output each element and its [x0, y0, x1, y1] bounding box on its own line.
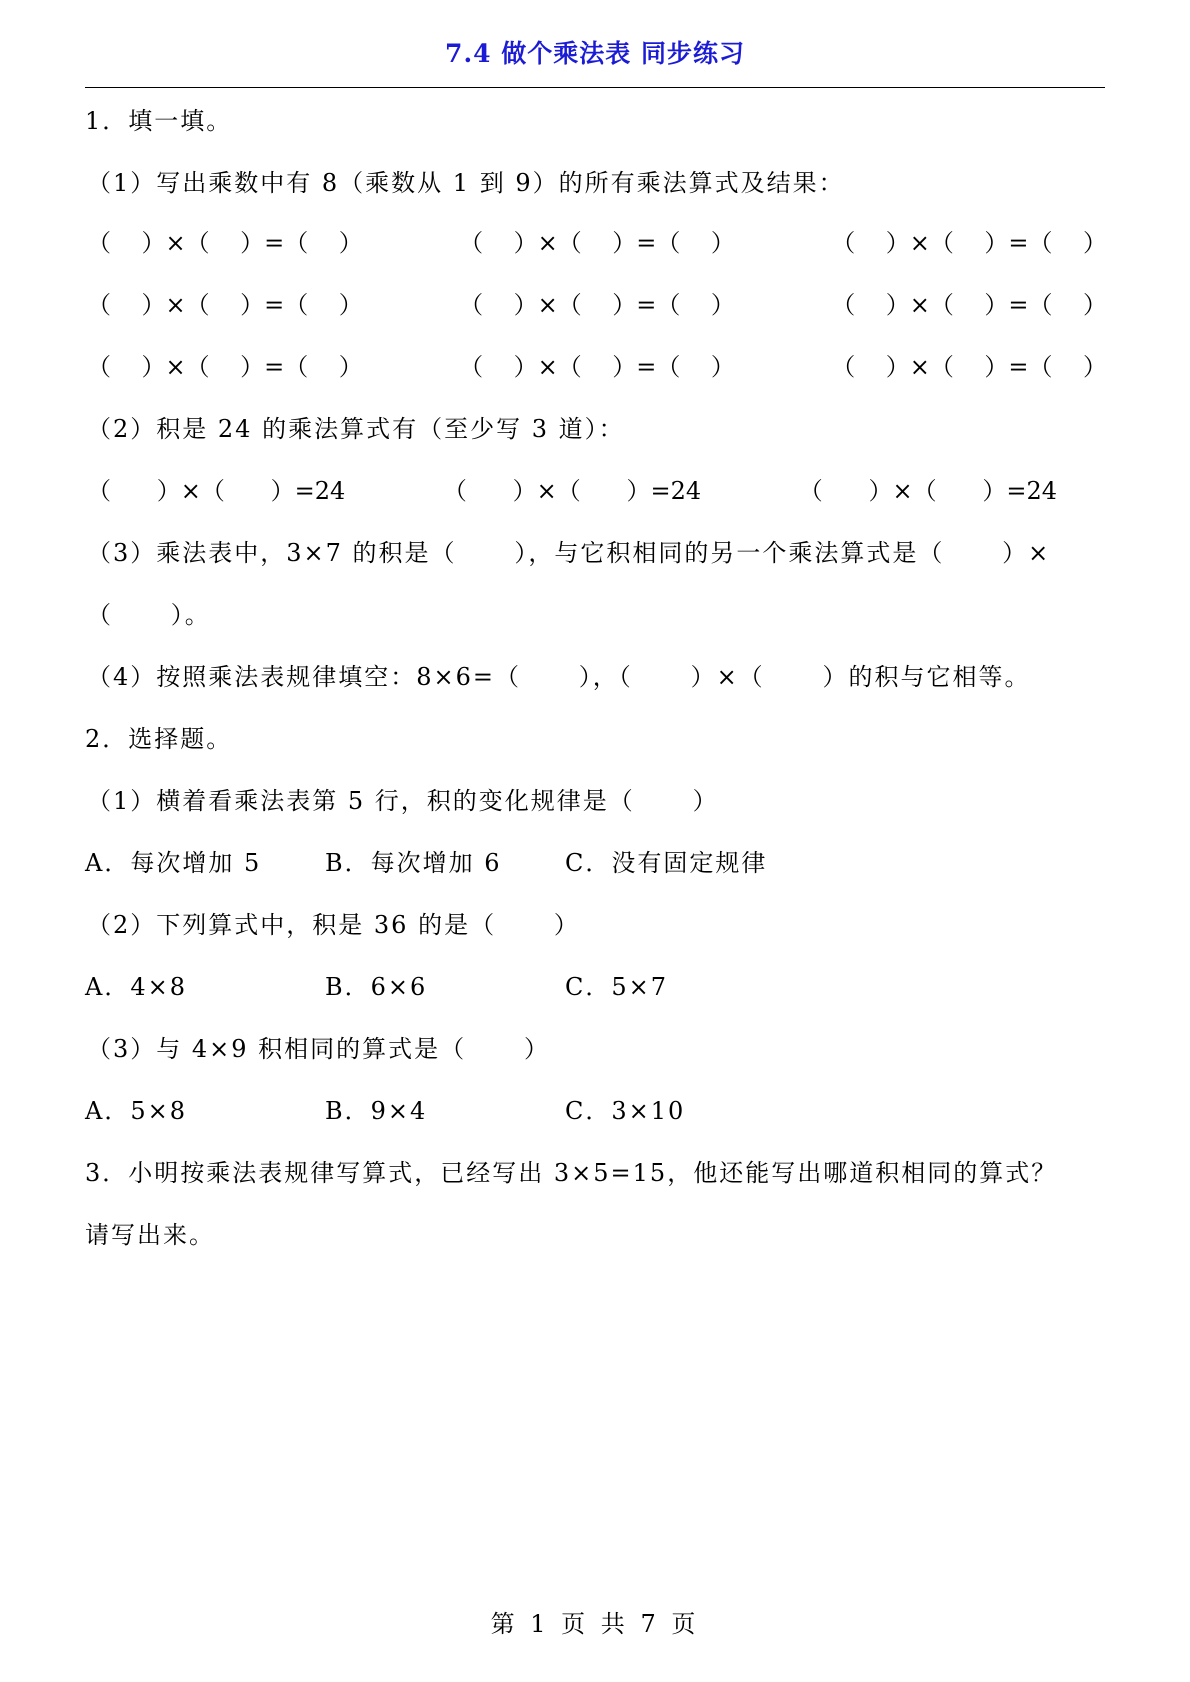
- q2-sub1-option-c: C．没有固定规律: [565, 849, 768, 877]
- q2-sub2-option-c: C．5×7: [565, 973, 669, 1001]
- blank-equation-24: （ ）×（ ）=24: [798, 477, 1057, 505]
- blank-equation: （ ）×（ ）=（ ）: [459, 353, 735, 381]
- blank-equation: （ ）×（ ）=（ ）: [87, 291, 363, 319]
- blank-equation-24: （ ）×（ ）=24: [442, 477, 702, 505]
- blank-equation: （ ）×（ ）=（ ）: [459, 229, 735, 257]
- q2-sub3-stem: （3）与 4×9 积相同的算式是（ ）: [87, 1035, 550, 1063]
- page-title: 7.4 做个乘法表 同步练习: [445, 39, 745, 68]
- q3-line1: 3．小明按乘法表规律写算式，已经写出 3×5=15，他还能写出哪道积相同的算式？: [85, 1159, 1058, 1187]
- q1-eq-row-2: [87, 290, 1107, 320]
- blank-equation: （ ）×（ ）=（ ）: [831, 229, 1107, 257]
- blank-equation: （ ）×（ ）=（ ）: [87, 353, 363, 381]
- q1-part4: （4）按照乘法表规律填空：8×6=（ ），（ ）×（ ）的积与它相等。: [87, 663, 1031, 691]
- q2-sub2-option-a: A．4×8: [85, 973, 187, 1001]
- blank-equation-24: （ ）×（ ）=24: [87, 477, 346, 505]
- q2-sub1-stem: （1）横着看乘法表第 5 行，积的变化规律是（ ）: [87, 787, 719, 815]
- blank-equation: （ ）×（ ）=（ ）: [831, 291, 1107, 319]
- q2-sub3-option-b: B．9×4: [325, 1097, 428, 1125]
- q1-heading: 1．填一填。: [85, 107, 233, 135]
- q2-sub3-option-c: C．3×10: [565, 1097, 686, 1125]
- blank-equation: （ ）×（ ）=（ ）: [831, 353, 1107, 381]
- q1-product24-row: [87, 476, 1057, 506]
- page-footer: 第 1 页 共 7 页: [490, 1610, 700, 1638]
- q1-eq-row-3: [87, 352, 1107, 382]
- q1-part3-line1: （3）乘法表中，3×7 的积是（ ），与它积相同的另一个乘法算式是（ ）×: [87, 539, 1051, 567]
- q2-sub3-option-a: A．5×8: [85, 1097, 187, 1125]
- blank-equation: （ ）×（ ）=（ ）: [87, 229, 363, 257]
- q2-sub2-option-b: B．6×6: [325, 973, 428, 1001]
- q1-part3-line2: （ ）。: [87, 601, 211, 629]
- blank-equation: （ ）×（ ）=（ ）: [459, 291, 735, 319]
- q2-sub2-stem: （2）下列算式中，积是 36 的是（ ）: [87, 911, 580, 939]
- q1-eq-row-1: [87, 228, 1107, 258]
- title-divider: [85, 87, 1105, 88]
- q2-heading: 2．选择题。: [85, 725, 233, 753]
- q2-sub1-option-a: A．每次增加 5: [85, 849, 262, 877]
- q1-part2: （2）积是 24 的乘法算式有（至少写 3 道）：: [87, 415, 625, 443]
- q1-part1: （1）写出乘数中有 8（乘数从 1 到 9）的所有乘法算式及结果：: [87, 169, 845, 197]
- q3-line2: 请写出来。: [85, 1221, 215, 1249]
- q2-sub1-option-b: B．每次增加 6: [325, 849, 502, 877]
